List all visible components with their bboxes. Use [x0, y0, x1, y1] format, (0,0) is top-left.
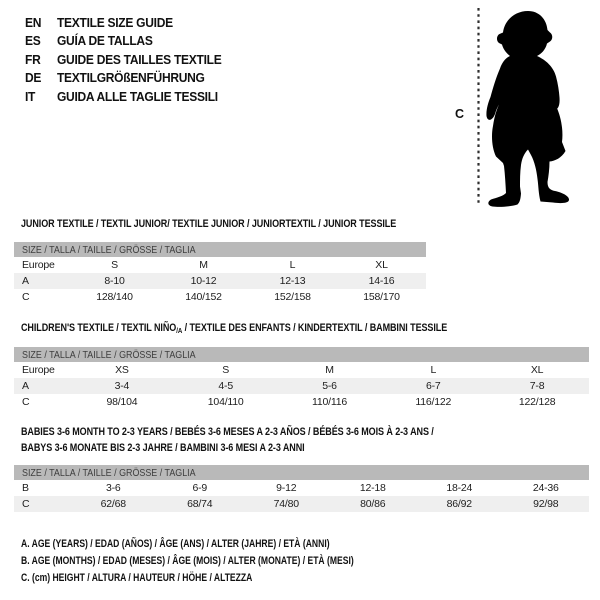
height-cell: 74/80 [273, 498, 299, 510]
table-row [14, 273, 426, 289]
height-cell: 122/128 [518, 396, 556, 408]
babies-table-title: BABIES 3-6 MONTH TO 2-3 YEARS / BEBÉS 3-6 MESES A 2-3 AÑOS / BÉBÉS 3-6 MOIS À 2-3 ANS / BABYS 3-6 MONATE BIS 2-3 JAHRE / BAMBINI 3-6 MESI A 2-3 ANNI [21, 426, 434, 455]
row-label: C [22, 291, 30, 303]
lang-row-en [25, 14, 221, 32]
age-cell: 5-6 [322, 380, 337, 392]
age-cell: 6-7 [426, 380, 441, 392]
height-cell: 62/68 [100, 498, 126, 510]
childrens-size-table [14, 347, 589, 410]
height-cell: 92/98 [533, 498, 559, 510]
size-header-row [14, 465, 589, 480]
size-header-row [14, 242, 426, 257]
junior-table-title: JUNIOR TEXTILE / TEXTIL JUNIOR/ TEXTILE JUNIOR / JUNIORTEXTIL / JUNIOR TESSILE [21, 218, 397, 230]
height-cell: 68/74 [187, 498, 213, 510]
height-cell: 110/116 [311, 396, 347, 408]
table-row [14, 289, 426, 305]
toddler-figure [475, 0, 600, 215]
row-label: Europe [22, 259, 55, 271]
height-cell: 98/104 [106, 396, 138, 408]
language-title-list [25, 14, 221, 106]
table-row [14, 394, 589, 410]
lang-row-es [25, 32, 221, 50]
size-cell: XL [375, 259, 388, 271]
row-label: C [22, 396, 30, 408]
age-cell: 4-5 [218, 380, 233, 392]
size-header-bar: SIZE / TALLA / TAILLE / GRÖSSE / TAGLIA [14, 347, 589, 362]
lang-code: ES [25, 33, 41, 49]
size-cell: S [222, 364, 230, 376]
size-header-bar: SIZE / TALLA / TAILLE / GRÖSSE / TAGLIA [14, 242, 426, 257]
lang-title: GUIDE DES TAILLES TEXTILE [56, 51, 222, 67]
size-cell: L [430, 364, 437, 376]
height-cell: 104/110 [207, 396, 244, 408]
legend-line-b: B. AGE (MONTHS) / EDAD (MESES) / ÂGE (MOIS) / ALTER (MONATE) / ETÀ (MESI) [21, 555, 354, 568]
age-cell: 14-16 [368, 275, 395, 287]
junior-size-table [14, 242, 426, 305]
row-label: A [22, 380, 29, 392]
age-cell: 3-4 [114, 380, 130, 392]
months-cell: 24-36 [532, 482, 559, 494]
childrens-table-title: CHILDREN'S TEXTILE / TEXTIL $NIÑO_{/A}$ / TEXTILE DES ENFANTS / KINDERTEXTIL / BAMBINI TESSILE [21, 322, 448, 335]
height-cell: 128/140 [96, 291, 133, 303]
table-row [14, 378, 589, 394]
row-label: B [22, 482, 29, 494]
table-row [14, 257, 426, 273]
lang-code: EN [25, 15, 42, 30]
months-cell: 6-9 [192, 482, 208, 494]
height-cell: 152/158 [274, 291, 311, 303]
height-cell: 116/122 [415, 396, 452, 408]
size-cell: XS [115, 364, 129, 376]
lang-row-de [25, 69, 221, 87]
size-cell: M [325, 364, 334, 376]
legend-line-c: C. (cm) HEIGHT / ALTURA / HAUTEUR / HÖHE / ALTEZZA [21, 572, 253, 585]
months-cell: 9-12 [276, 482, 297, 494]
size-cell: M [199, 259, 208, 271]
height-cell: 140/152 [185, 291, 222, 303]
lang-code: FR [25, 51, 41, 67]
age-cell: 10-12 [190, 275, 217, 287]
age-cell: 8-10 [104, 275, 125, 287]
lang-code: IT [25, 88, 36, 104]
size-header-row [14, 347, 589, 362]
months-cell: 18-24 [446, 482, 473, 494]
age-cell: 7-8 [529, 380, 545, 392]
lang-title: TEXTILE SIZE GUIDE [56, 15, 173, 30]
row-label: Europe [22, 364, 55, 376]
babies-size-table [14, 465, 589, 512]
row-label: C [22, 498, 30, 510]
size-cell: S [111, 259, 118, 271]
size-cell: L [289, 259, 296, 271]
toddler-silhouette [486, 11, 569, 207]
lang-title: TEXTILGRÖßENFÜHRUNG [56, 70, 205, 86]
height-measure-label: C [455, 107, 465, 121]
height-cell: 158/170 [363, 291, 400, 303]
size-cell: XL [530, 364, 544, 376]
table-row [14, 496, 589, 512]
table-row [14, 480, 589, 496]
height-cell: 86/92 [446, 498, 472, 510]
height-cell: 80/86 [360, 498, 386, 510]
row-label: A [22, 275, 29, 287]
months-cell: 3-6 [105, 482, 121, 494]
legend [21, 536, 448, 588]
lang-row-it [25, 88, 221, 106]
table-row [14, 362, 589, 378]
size-header-bar: SIZE / TALLA / TAILLE / GRÖSSE / TAGLIA [14, 465, 589, 480]
lang-title: GUÍA DE TALLAS [56, 33, 153, 49]
lang-title: GUIDA ALLE TAGLIE TESSILI [56, 88, 218, 104]
lang-row-fr [25, 51, 221, 69]
subscript-suffix: /A [176, 326, 183, 335]
months-cell: 12-18 [359, 482, 386, 494]
age-cell: 12-13 [279, 275, 306, 287]
legend-line-a: A. AGE (YEARS) / EDAD (AÑOS) / ÂGE (ANS) / ALTER (JAHRE) / ETÀ (ANNI) [21, 538, 330, 550]
lang-code: DE [25, 70, 42, 86]
